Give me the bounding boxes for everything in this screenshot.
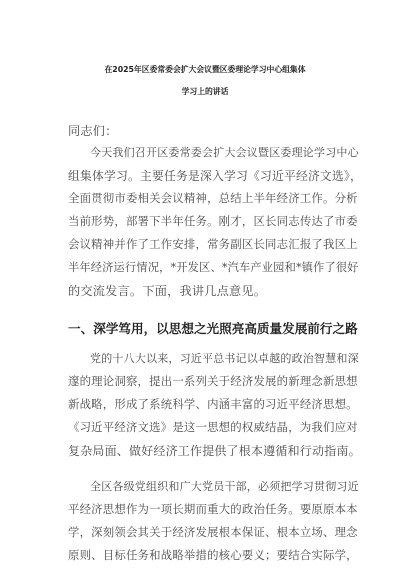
paragraph1-line: 的交流发言。下面，我讲几点意见。 (68, 284, 267, 298)
paragraph1-line: 半年经济运行情况，*开发区、*汽车产业园和*镇作了很好 (68, 261, 359, 274)
paragraph3-line: 学，深刻领会其关于经济发展根本保证、根本立场、理念 (68, 525, 358, 539)
section-heading: 一、深学笃用，以思想之光照亮高质量发展前行之路 (68, 321, 358, 336)
paragraph1-line: 组集体学习。主要任务是深入学习《习近平经济文选》， (68, 169, 363, 183)
paragraph3-line: 原则、目标任务和战略举措的核心要义；要结合实际学， (68, 548, 358, 562)
document-title-line-2: 学习上的讲话 (181, 87, 229, 96)
document-title-line-1: 在2025年区委常委会扩大会议暨区委理论学习中心组集体 (104, 65, 306, 74)
paragraph2-line: 《习近平经济文选》是这一思想的权威结晶，为我们应对 (68, 420, 358, 434)
paragraph2-line: 新战略，形成了系统科学、内涵丰富的习近平经济思想。 (68, 397, 358, 411)
paragraph1-line: 会议精神并作了工作安排，常务副区长同志汇报了我区上 (68, 237, 358, 251)
paragraph2-line: 党的十八大以来，习近平总书记以卓越的政治智慧和深 (90, 352, 359, 365)
paragraph3-line: 全区各级党组织和广大党员干部，必须把学习贯彻习近 (90, 480, 359, 493)
paragraph1-line: 当前形势，部署下半年任务。刚才，区长同志传达了市委 (68, 214, 358, 228)
salutation: 同志们： (68, 124, 118, 138)
paragraph1-line: 今天我们召开区委常委会扩大会议暨区委理论学习中心 (90, 146, 359, 159)
paragraph1-line: 全面贯彻市委相关会议精神，总结上半年经济工作。分析 (68, 191, 358, 205)
paragraph2-line: 邃的理论洞察，提出一系列关于经济发展的新理念新思想 (68, 374, 358, 388)
paragraph3-line: 平经济思想作为一项长期而重大的政治任务。要原原本本 (68, 502, 358, 516)
paragraph2-line: 复杂局面、做好经济工作提供了根本遵循和行动指南。 (68, 444, 361, 458)
